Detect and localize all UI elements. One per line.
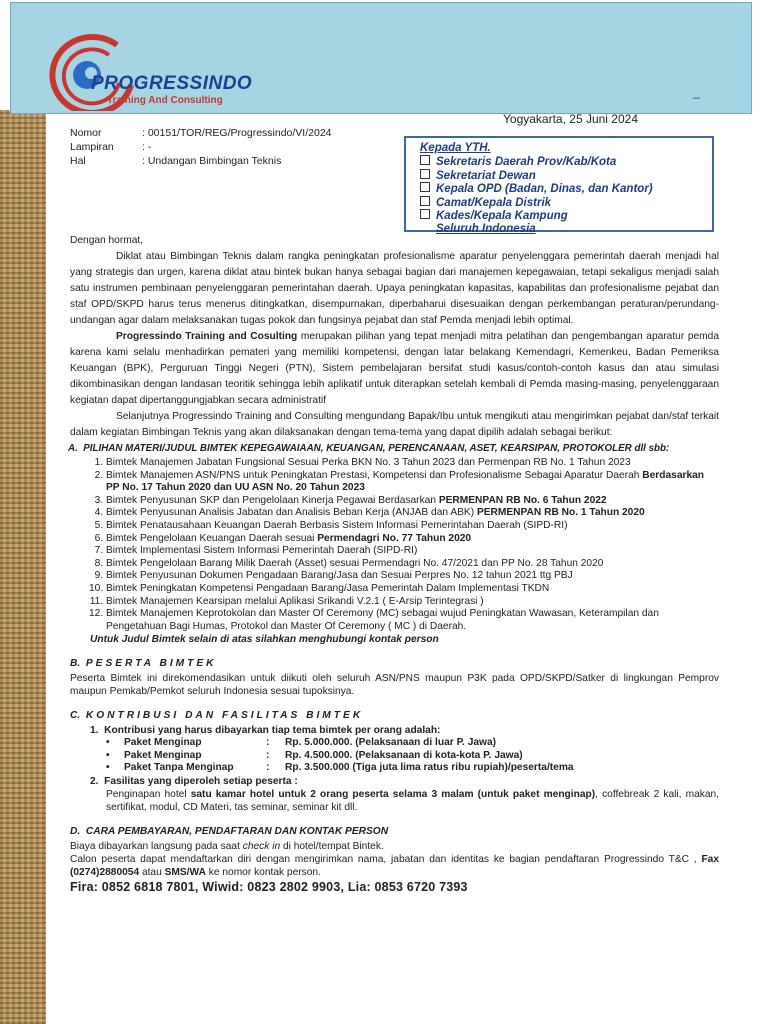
checkbox-icon [420, 169, 430, 179]
checkbox-icon [420, 155, 430, 165]
section-c-heading: C. KONTRIBUSI DAN FASILITAS BIMTEK [70, 710, 364, 722]
package-item: • Paket Tanpa Menginap : Rp. 3.500.000 (Tiga juta lima ratus ribu rupiah)/peserta/tema [106, 762, 719, 775]
paragraph-invitation: Selanjutnya Progressindo Training and Consulting mengundang Bapak/Ibu untuk mengikuti atau mengirimkan pejabat dan/staf terkait dalam kegiatan Bimbingan Teknis yang akan dilaksanakan dengan tema-tema yang dapat dipilih adalah sebagai berikut: [70, 411, 719, 438]
hal-label: Hal [70, 155, 86, 167]
topic-note: Untuk Judul Bimtek selain di atas silahkan menghubungi kontak person [90, 634, 439, 646]
package-item: • Paket Menginap : Rp. 4.500.000. (Pelaksanaan di kota-kota P. Jawa) [106, 750, 719, 763]
list-item: 3. Bimtek Penyusunan SKP dan Pengelolaan Kinerja Pegawai Berdasarkan PERMENPAN RB No. 6 Tahun 2022 [106, 495, 719, 508]
package-item: • Paket Menginap : Rp. 5.000.000. (Pelaksanaan di luar P. Jawa) [106, 737, 719, 750]
brand-tagline: Training And Consulting [107, 95, 223, 106]
list-item: 10. Bimtek Peningkatan Kompetensi Pengadaan Barang/Jasa Pemerintah Dalam Implementasi TKDN [106, 583, 719, 596]
list-item: 2. Bimtek Manajemen ASN/PNS untuk Peningkatan Prestasi, Kompetensi dan Profesionalisme Sebagai Aparatur Daerah Berdasarkan PP No. 17 Tahun 2020 dan UU ASN No. 20 Tahun 2023 [106, 470, 719, 495]
nomor-value: : 00151/TOR/REG/Progressindo/VI/2024 [142, 127, 332, 139]
checkbox-icon [420, 209, 430, 219]
checkbox-icon [420, 182, 430, 192]
letter-body [70, 233, 719, 895]
recipient-item: Sekretariat Dewan [420, 169, 698, 183]
letter-meta [70, 126, 332, 168]
registration-text: Calon peserta dapat mendaftarkan diri dengan mengirimkan nama, jabatan dan identitas ke bagian pendaftaran Progressindo T&C , Fax (0274)2880054 atau SMS/WA ke nomor kontak person. [70, 853, 719, 878]
contact-persons: Fira: 0852 6818 7801, Wiwid: 0823 2802 9903, Lia: 0853 6720 7393 [70, 879, 468, 894]
list-item: 6. Bimtek Pengelolaan Keuangan Daerah sesuai Permendagri No. 77 Tahun 2020 [106, 533, 719, 546]
contribution-heading: 1. Kontribusi yang harus dibayarkan tiap tema bimtek per orang adalah: [90, 725, 441, 737]
lampiran-value: : - [142, 141, 152, 153]
topic-list [70, 457, 719, 633]
list-item: 8. Bimtek Pengelolaan Barang Milik Daerah (Asset) sesuai Permendagri No. 47/2021 dan PP No. 28 Tahun 2020 [106, 558, 719, 571]
recipient-footer: Seluruh Indonesia [436, 222, 536, 235]
nomor-label: Nomor [70, 127, 102, 139]
section-b-text: Peserta Bimtek ini direkomendasikan untuk diikuti oleh seluruh ASN/PNS maupun P3K pada OPD/SKPD/Satker di lingkungan Pemprov maupun Pemkab/Pemkot seluruh Indonesia sesuai tupoksinya. [70, 673, 719, 698]
brand-name: PROGRESSINDO [91, 73, 253, 94]
recipient-box [404, 136, 714, 235]
list-item: 7. Bimtek Implementasi Sistem Informasi Pemerintah Daerah (SIPD-RI) [106, 545, 719, 558]
recipient-title: Kepada YTH. [420, 142, 491, 154]
hal-value: : Undangan Bimbingan Teknis [142, 155, 282, 167]
list-item: 9. Bimtek Penyusunan Dokumen Pengadaan Barang/Jasa dan Sesuai Perpres No. 12 tahun 2021 ttg PBJ [106, 570, 719, 583]
paragraph-intro: Diklat atau Bimbingan Teknis dalam rangka peningkatan profesionalisme aparatur penyelenggara pemerintah daerah menjadi hal yang strategis dan urgen, karena diklat atau bintek bukan hanya sebagai bagian dari manajemen kepegawaian, tetapi sekaligus menjadi salah satu instrumen pembinaan penyelenggaran pemerintahan daerah. Upaya peningkatan kapasitas, kapabilitas dan profesionalisme pejabat dan staf OPD/SKPD harus terus menerus ditingkatkan, disempurnakan, diperbaharui disesuaikan dengan perkembangan peraturan/perundang-undangan agar dalam melaksanakan tugas pokok dan fungsinya pejabat dan staf Pemda menjadi lebih optimal. [70, 251, 719, 326]
recipient-item: Camat/Kepala Distrik [420, 196, 698, 210]
section-b-heading: B. PESERTA BIMTEK [70, 658, 217, 670]
list-item: 11. Bimtek Manajemen Kearsipan melalui Aplikasi Srikandi V.2.1 ( E-Arsip Terintegrasi ) [106, 596, 719, 609]
section-a-heading: A. PILIHAN MATERI/JUDUL BIMTEK KEPEGAWAIAAN, KEUANGAN, PERENCANAAN, ASET, KEARSIPAN, PROTOKOLER dll sbb: [68, 443, 670, 454]
recipient-item: Sekretaris Daerah Prov/Kab/Kota [420, 155, 698, 169]
list-item: 12. Bimtek Manajemen Keprotokolan dan Master Of Ceremony (MC) sebagai wujud Peningkatan Wawasan, Keterampilan dan Pengetahuan Bagi Humas, Protokol dan Master Of Ceremony ( MC ) di Daerah. [106, 608, 719, 633]
header-dash: _ [693, 85, 700, 99]
list-item: 5. Bimtek Penatausahaan Keuangan Daerah Berbasis Sistem Informasi Pemerintahan Daerah (SIPD-RI) [106, 520, 719, 533]
list-item: 1. Bimtek Manajemen Jabatan Fungsional Sesuai Perka BKN No. 3 Tahun 2023 dan Permenpan RB No. 1 Tahun 2023 [106, 457, 719, 470]
paragraph-company: Progressindo Training and Cosulting merupakan pilihan yang tepat menjadi mitra pelatihan dan pengembangan aparatur pemda karena kami selalu menhadirkan pemateri yang memiliki kompetensi, dengan latar belakang Kemendagri, Kemenkeu, Badan Pemeriksa Keuangan (BPK), Perguruan Tinggi Negeri (PTN), Sistem pembelajaran bersifat studi kasus/contoh-contoh kasus dan atau simulasi dikombinasikan dengan landasan teoritik sehingga lebih aplikatif untuk diterapkan setelah kembali di Pemda masing-masing, penyelenggaraan kegiatan dapat dipertanggungjabkan secara administratif [70, 331, 720, 406]
decorative-side-border [0, 110, 46, 1024]
facility-text: Penginapan hotel satu kamar hotel untuk 2 orang peserta selama 3 malam (untuk paket menginap), coffebreak 2 kali, makan, sertifikat, modul, CD Materi, tas seminar, seminar kit dll. [106, 788, 720, 813]
greeting: Dengan hormat, [70, 235, 144, 246]
list-item: 4. Bimtek Penyusunan Analisis Jabatan dan Analisis Beban Kerja (ANJAB dan ABK) PERMENPAN RB No. 1 Tahun 2020 [106, 507, 719, 520]
letter-date: Yogyakarta, 25 Juni 2024 [503, 112, 638, 126]
payment-text: Biaya dibayarkan langsung pada saat check in di hotel/tempat Bintek. [70, 840, 384, 852]
recipient-item: Kades/Kepala Kampung [420, 209, 698, 223]
letterhead [10, 2, 752, 114]
checkbox-icon [420, 196, 430, 206]
recipient-item: Kepala OPD (Badan, Dinas, dan Kantor) [420, 182, 698, 196]
section-d-heading: D. CARA PEMBAYARAN, PENDAFTARAN DAN KONTAK PERSON [70, 825, 389, 837]
lampiran-label: Lampiran [70, 141, 114, 153]
package-list [70, 737, 719, 775]
facility-heading: 2. Fasilitas yang diperoleh setiap peserta : [90, 775, 298, 787]
